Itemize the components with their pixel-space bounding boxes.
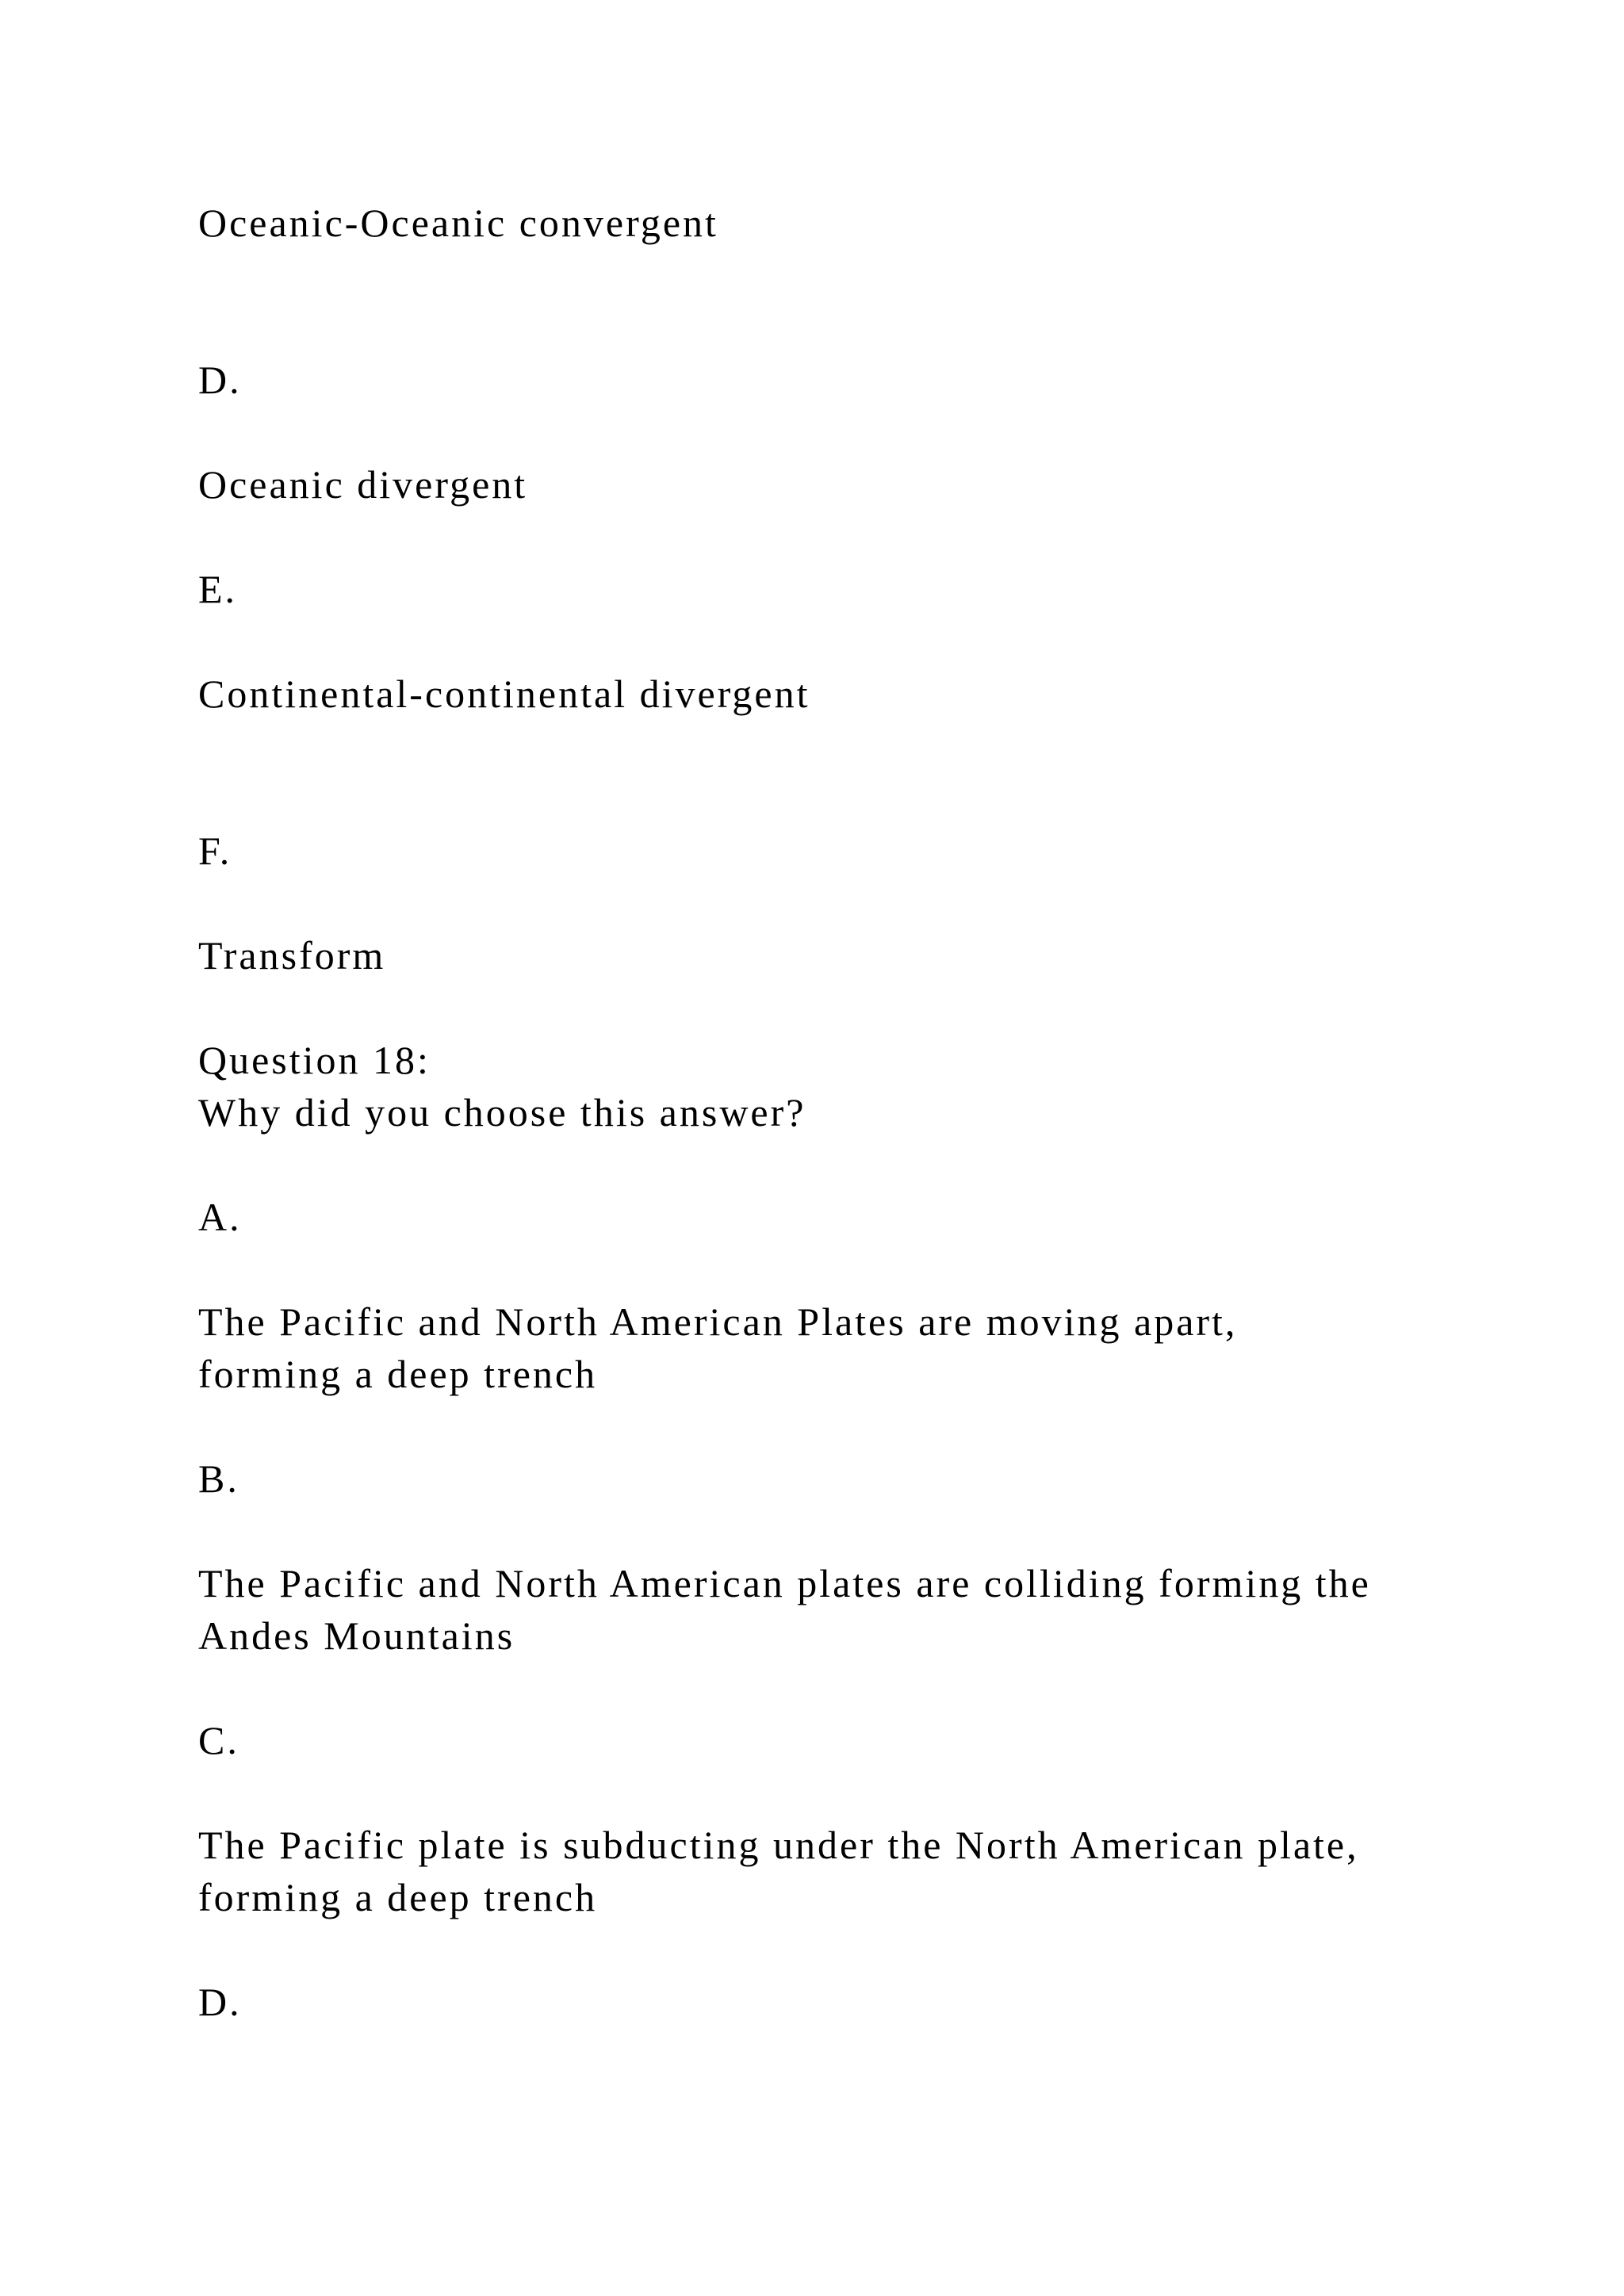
answer-option-d-text: Oceanic divergent <box>198 462 528 507</box>
answer-option-c-text: Oceanic-Oceanic convergent <box>198 201 718 245</box>
question-18-heading: Question 18: Why did you choose this answer? <box>198 1038 806 1135</box>
question-18-option-d-label: D. <box>198 1980 242 2024</box>
question-18-option-a-text: The Pacific and North American Plates are moving apart, forming a deep trench <box>198 1299 1238 1396</box>
answer-option-e-label: E. <box>198 567 238 611</box>
answer-option-d-label: D. <box>198 358 242 402</box>
question-18-option-c-label: C. <box>198 1718 239 1762</box>
question-18-option-b-text: The Pacific and North American plates are colliding forming the Andes Mountains <box>198 1561 1371 1658</box>
question-18-option-b-label: B. <box>198 1456 239 1501</box>
answer-option-e-text: Continental-continental divergent <box>198 672 810 716</box>
answer-option-f-text: Transform <box>198 933 386 978</box>
answer-option-f-label: F. <box>198 828 232 873</box>
question-18-option-c-text: The Pacific plate is subducting under the North American plate, forming a deep trench <box>198 1823 1359 1919</box>
question-18-option-a-label: A. <box>198 1195 242 1239</box>
